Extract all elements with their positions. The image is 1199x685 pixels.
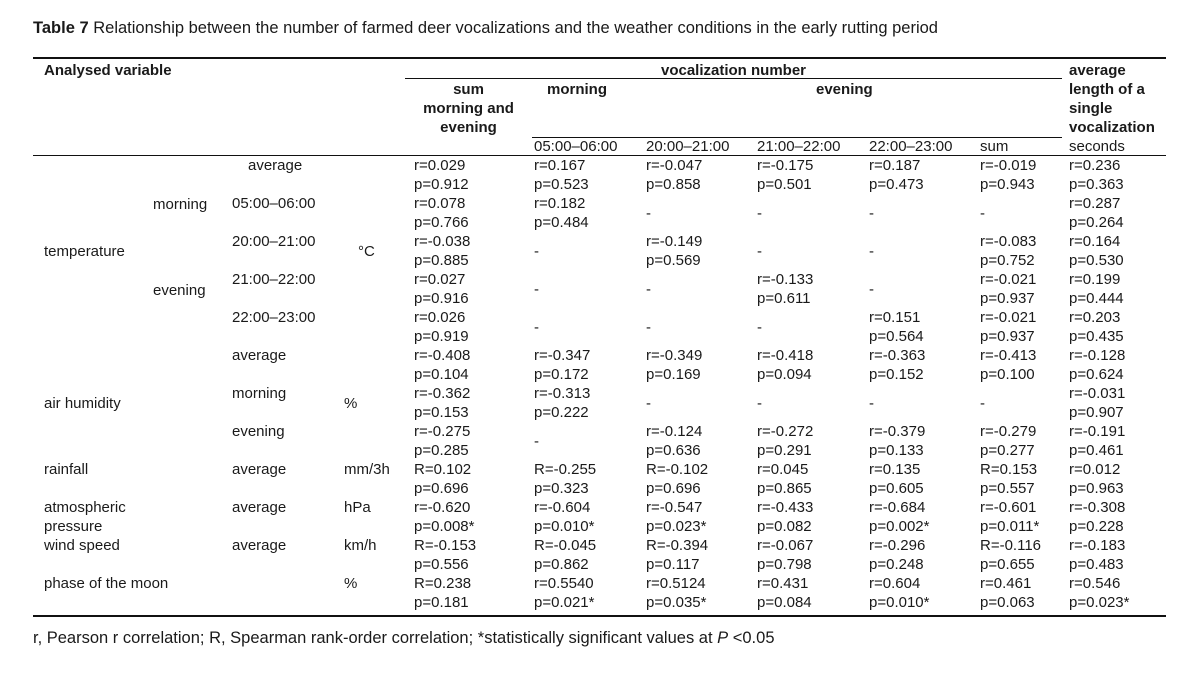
- table-cell: [534, 280, 539, 299]
- cell-p-value: p=0.010*: [534, 518, 595, 535]
- cell-p-value: p=0.291: [757, 442, 812, 459]
- cell-coefficient: r=-0.191: [1069, 423, 1126, 440]
- cell-p-value: p=0.152: [869, 366, 924, 383]
- cell-p-value: p=0.117: [646, 556, 700, 573]
- cell-coefficient: r=-0.418: [757, 347, 814, 364]
- table-cell: [980, 394, 985, 413]
- cell-p-value: p=0.885: [414, 252, 469, 269]
- cell-p-value: p=0.907: [1069, 404, 1124, 421]
- cell-coefficient: R=-0.116: [980, 537, 1042, 554]
- table-cell: [414, 346, 470, 384]
- table-cell: [980, 498, 1039, 536]
- cell-coefficient: r=0.012: [1069, 461, 1121, 478]
- table-cell: [534, 156, 589, 194]
- footnote-threshold: <0.05: [728, 629, 775, 647]
- table-cell: [869, 308, 924, 346]
- label-pressure: pressure: [44, 518, 103, 535]
- cell-coefficient: R=0.153: [980, 461, 1038, 478]
- table-cell: [414, 156, 469, 194]
- cell-coefficient: r=0.546: [1069, 575, 1121, 592]
- table-cell: [869, 536, 925, 574]
- cell-p-value: p=0.153: [414, 404, 469, 421]
- row-sublabel: average: [232, 347, 287, 364]
- cell-p-value: p=0.248: [869, 556, 924, 573]
- table-cell: [534, 574, 594, 612]
- cell-coefficient: -: [534, 243, 539, 260]
- cell-coefficient: r=-0.128: [1069, 347, 1126, 364]
- table-cell: [757, 318, 762, 337]
- cell-coefficient: r=-0.175: [757, 157, 814, 174]
- table-cell: [757, 394, 762, 413]
- table-cell: [646, 232, 702, 270]
- subcol-2122: 21:00–22:00: [757, 138, 841, 155]
- cell-coefficient: r=0.151: [869, 309, 921, 326]
- cell-coefficient: r=0.045: [757, 461, 809, 478]
- cell-coefficient: r=0.5540: [534, 575, 594, 592]
- cell-coefficient: r=-0.038: [414, 233, 471, 250]
- cell-p-value: p=0.363: [1069, 176, 1124, 193]
- cell-p-value: p=0.912: [414, 176, 469, 193]
- cell-coefficient: r=0.027: [414, 271, 466, 288]
- table-cell: [534, 432, 539, 451]
- cell-coefficient: r=-0.083: [980, 233, 1037, 250]
- table-footnote: [33, 629, 775, 648]
- cell-coefficient: -: [869, 243, 874, 260]
- cell-p-value: p=0.696: [646, 480, 701, 497]
- table-cell: [414, 384, 470, 422]
- table-cell: [646, 204, 651, 223]
- table-cell: [757, 270, 813, 308]
- table-cell: [414, 270, 469, 308]
- cell-coefficient: -: [757, 395, 762, 412]
- table-cell: [757, 460, 812, 498]
- table-cell: [980, 232, 1036, 270]
- cell-coefficient: r=-0.275: [414, 423, 471, 440]
- label-rainfall-unit: mm/3h: [344, 461, 390, 478]
- cell-p-value: p=0.181: [414, 594, 469, 611]
- table-cell: [646, 498, 706, 536]
- table-cell: [414, 232, 470, 270]
- cell-p-value: p=0.556: [414, 556, 469, 573]
- table-cell: [757, 574, 812, 612]
- cell-p-value: p=0.916: [414, 290, 469, 307]
- cell-coefficient: r=-0.067: [757, 537, 814, 554]
- cell-p-value: p=0.530: [1069, 252, 1124, 269]
- row-sublabel: 20:00–21:00: [232, 233, 316, 250]
- cell-coefficient: r=-0.408: [414, 347, 471, 364]
- row-sublabel: average: [232, 461, 287, 478]
- cell-p-value: p=0.557: [980, 480, 1035, 497]
- label-rainfall: rainfall: [44, 461, 89, 478]
- cell-coefficient: r=0.187: [869, 157, 921, 174]
- table-cell: [646, 422, 702, 460]
- label-temp-evening: evening: [153, 282, 206, 299]
- table-cell: [869, 460, 924, 498]
- cell-coefficient: r=0.182: [534, 195, 586, 212]
- cell-coefficient: -: [869, 205, 874, 222]
- cell-coefficient: -: [757, 243, 762, 260]
- cell-coefficient: r=-0.021: [980, 309, 1037, 326]
- cell-coefficient: -: [646, 319, 651, 336]
- cell-coefficient: r=-0.019: [980, 157, 1037, 174]
- table-cell: [534, 242, 539, 261]
- table-cell: [1069, 536, 1125, 574]
- cell-coefficient: -: [757, 319, 762, 336]
- cell-p-value: p=0.063: [980, 594, 1035, 611]
- cell-p-value: p=0.484: [534, 214, 589, 231]
- cell-coefficient: r=0.236: [1069, 157, 1121, 174]
- table-cell: [534, 498, 594, 536]
- cell-p-value: p=0.963: [1069, 480, 1124, 497]
- cell-p-value: p=0.008*: [414, 518, 475, 535]
- cell-p-value: p=0.285: [414, 442, 469, 459]
- cell-p-value: p=0.624: [1069, 366, 1124, 383]
- cell-p-value: p=0.222: [534, 404, 589, 421]
- cell-p-value: p=0.937: [980, 290, 1035, 307]
- cell-coefficient: r=-0.620: [414, 499, 471, 516]
- table-cell: [534, 318, 539, 337]
- table-cell: [414, 498, 474, 536]
- table-cell: [757, 536, 813, 574]
- cell-coefficient: r=0.164: [1069, 233, 1121, 250]
- label-atmospheric: atmospheric: [44, 499, 126, 516]
- cell-p-value: p=0.323: [534, 480, 589, 497]
- table-cell: [757, 346, 813, 384]
- label-deg-c: °C: [358, 243, 375, 260]
- cell-coefficient: r=0.135: [869, 461, 921, 478]
- table-cell: [646, 536, 708, 574]
- cell-coefficient: r=0.287: [1069, 195, 1121, 212]
- row-sublabel: evening: [232, 423, 285, 440]
- cell-coefficient: r=0.604: [869, 575, 921, 592]
- cell-coefficient: r=0.5124: [646, 575, 706, 592]
- label-pressure-unit: hPa: [344, 499, 371, 516]
- cell-p-value: p=0.084: [757, 594, 812, 611]
- cell-p-value: p=0.023*: [1069, 594, 1130, 611]
- table-cell: [646, 394, 651, 413]
- cell-p-value: p=0.858: [646, 176, 701, 193]
- table-cell: [646, 280, 651, 299]
- header-sum-morning-evening: sum morning and evening: [423, 81, 514, 136]
- cell-p-value: p=0.461: [1069, 442, 1124, 459]
- header-morning: morning: [547, 81, 607, 98]
- table-cell: [646, 346, 702, 384]
- cell-coefficient: r=0.029: [414, 157, 466, 174]
- footnote-text: r, Pearson r correlation; R, Spearman rank-order correlation; *statistically significant values at: [33, 629, 718, 647]
- table-cell: [869, 280, 874, 299]
- table-cell: [414, 194, 469, 232]
- table-cell: [980, 574, 1035, 612]
- table-cell: [757, 242, 762, 261]
- subcol-0506: 05:00–06:00: [534, 138, 618, 155]
- cell-p-value: p=0.696: [414, 480, 469, 497]
- cell-coefficient: R=-0.045: [534, 537, 597, 554]
- cell-coefficient: r=-0.124: [646, 423, 703, 440]
- cell-coefficient: -: [534, 281, 539, 298]
- table-cell: [869, 242, 874, 261]
- table-cell: [757, 204, 762, 223]
- cell-coefficient: R=0.102: [414, 461, 472, 478]
- cell-coefficient: r=-0.604: [534, 499, 591, 516]
- cell-coefficient: r=-0.296: [869, 537, 926, 554]
- table-cell: [414, 536, 476, 574]
- table-cell: [1069, 308, 1124, 346]
- table-cell: [534, 460, 596, 498]
- cell-p-value: p=0.082: [757, 518, 812, 535]
- cell-coefficient: r=-0.362: [414, 385, 471, 402]
- cell-p-value: p=0.104: [414, 366, 469, 383]
- cell-p-value: p=0.473: [869, 176, 924, 193]
- table-cell: [757, 156, 813, 194]
- table-cell: [869, 498, 929, 536]
- cell-p-value: p=0.605: [869, 480, 924, 497]
- table-cell: [1069, 498, 1125, 536]
- table-cell: [757, 422, 813, 460]
- cell-coefficient: r=0.203: [1069, 309, 1121, 326]
- row-sublabel: average: [232, 537, 287, 554]
- top-rule: [33, 57, 1166, 59]
- cell-p-value: p=0.023*: [646, 518, 707, 535]
- table-cell: [980, 270, 1036, 308]
- table-cell: [646, 574, 706, 612]
- cell-coefficient: r=-0.183: [1069, 537, 1126, 554]
- cell-coefficient: -: [646, 395, 651, 412]
- cell-p-value: p=0.564: [869, 328, 924, 345]
- cell-p-value: p=0.021*: [534, 594, 595, 611]
- cell-coefficient: r=-0.601: [980, 499, 1037, 516]
- table-caption: [33, 19, 938, 38]
- cell-p-value: p=0.444: [1069, 290, 1124, 307]
- subcol-2223: 22:00–23:00: [869, 138, 953, 155]
- label-wind-unit: km/h: [344, 537, 377, 554]
- cell-coefficient: r=0.026: [414, 309, 466, 326]
- cell-p-value: p=0.169: [646, 366, 701, 383]
- cell-coefficient: r=-0.308: [1069, 499, 1126, 516]
- table-cell: [534, 384, 590, 422]
- label-phase-moon: phase of the moon: [44, 575, 169, 592]
- cell-coefficient: r=-0.684: [869, 499, 926, 516]
- table-cell: [869, 394, 874, 413]
- table-cell: [869, 346, 925, 384]
- table-cell: [869, 574, 929, 612]
- cell-coefficient: -: [757, 205, 762, 222]
- row-sublabel: average: [248, 157, 303, 174]
- cell-coefficient: R=-0.255: [534, 461, 597, 478]
- cell-p-value: p=0.611: [757, 290, 811, 307]
- cell-coefficient: -: [534, 319, 539, 336]
- cell-coefficient: r=-0.433: [757, 499, 814, 516]
- table-cell: [1069, 384, 1125, 422]
- cell-coefficient: R=-0.394: [646, 537, 709, 554]
- row-sublabel: 22:00–23:00: [232, 309, 316, 326]
- table-cell: [980, 308, 1036, 346]
- table-cell: [414, 460, 471, 498]
- row-sublabel: 21:00–22:00: [232, 271, 316, 288]
- cell-coefficient: r=-0.047: [646, 157, 703, 174]
- table-cell: [980, 204, 985, 223]
- cell-coefficient: r=-0.021: [980, 271, 1037, 288]
- cell-coefficient: r=-0.031: [1069, 385, 1126, 402]
- cell-coefficient: -: [980, 395, 985, 412]
- table-cell: [646, 318, 651, 337]
- cell-p-value: p=0.010*: [869, 594, 930, 611]
- cell-coefficient: r=0.199: [1069, 271, 1121, 288]
- table-cell: [869, 156, 924, 194]
- cell-coefficient: -: [534, 433, 539, 450]
- table-cell: [534, 346, 590, 384]
- cell-p-value: p=0.172: [534, 366, 589, 383]
- cell-coefficient: r=-0.313: [534, 385, 591, 402]
- subcol-seconds: seconds: [1069, 138, 1125, 155]
- cell-p-value: p=0.523: [534, 176, 589, 193]
- table-cell: [980, 536, 1041, 574]
- cell-p-value: p=0.636: [646, 442, 701, 459]
- table-cell: [534, 194, 589, 232]
- table-cell: [757, 498, 813, 536]
- cell-coefficient: r=-0.413: [980, 347, 1037, 364]
- table-cell: [1069, 346, 1125, 384]
- cell-p-value: p=0.766: [414, 214, 469, 231]
- cell-coefficient: r=-0.347: [534, 347, 591, 364]
- table-cell: [980, 156, 1036, 194]
- table-cell: [980, 460, 1037, 498]
- cell-p-value: p=0.655: [980, 556, 1035, 573]
- cell-coefficient: r=-0.363: [869, 347, 926, 364]
- cell-p-value: p=0.943: [980, 176, 1035, 193]
- cell-p-value: p=0.937: [980, 328, 1035, 345]
- cell-coefficient: r=0.167: [534, 157, 586, 174]
- table-cell: [646, 156, 702, 194]
- caption-text: Relationship between the number of farmed deer vocalizations and the weather conditions in the early rutting period: [88, 19, 938, 37]
- table-cell: [869, 422, 925, 460]
- table-cell: [980, 422, 1036, 460]
- table-cell: [1069, 460, 1124, 498]
- cell-p-value: p=0.569: [646, 252, 701, 269]
- cell-p-value: p=0.919: [414, 328, 469, 345]
- header-analysed-variable: Analysed variable: [44, 62, 172, 79]
- header-evening: evening: [816, 81, 873, 98]
- header-avg-length: average length of a single vocalization: [1069, 62, 1155, 136]
- cell-p-value: p=0.133: [869, 442, 924, 459]
- table-cell: [414, 308, 469, 346]
- label-moon-unit: %: [344, 575, 358, 592]
- cell-p-value: p=0.862: [534, 556, 589, 573]
- table-cell: [869, 204, 874, 223]
- cell-p-value: p=0.002*: [869, 518, 930, 535]
- cell-coefficient: r=-0.133: [757, 271, 814, 288]
- cell-coefficient: r=-0.149: [646, 233, 703, 250]
- cell-coefficient: R=-0.153: [414, 537, 477, 554]
- cell-p-value: p=0.264: [1069, 214, 1124, 231]
- cell-p-value: p=0.501: [757, 176, 812, 193]
- cell-p-value: p=0.100: [980, 366, 1035, 383]
- cell-coefficient: r=0.078: [414, 195, 466, 212]
- cell-coefficient: r=-0.349: [646, 347, 703, 364]
- header-vocalization-number: vocalization number: [660, 62, 807, 79]
- cell-coefficient: -: [646, 205, 651, 222]
- cell-coefficient: r=-0.279: [980, 423, 1037, 440]
- cell-coefficient: r=0.431: [757, 575, 809, 592]
- label-air-humidity: air humidity: [44, 395, 121, 412]
- cell-coefficient: r=-0.547: [646, 499, 703, 516]
- cell-p-value: p=0.228: [1069, 518, 1124, 535]
- label-temp-morning: morning: [153, 196, 208, 213]
- cell-coefficient: -: [869, 281, 874, 298]
- cell-coefficient: r=-0.379: [869, 423, 926, 440]
- cell-coefficient: R=-0.102: [646, 461, 709, 478]
- label-humidity-unit: %: [344, 395, 358, 412]
- cell-p-value: p=0.752: [980, 252, 1035, 269]
- table-cell: [646, 460, 708, 498]
- cell-p-value: p=0.094: [757, 366, 812, 383]
- table-cell: [1069, 422, 1125, 460]
- bottom-rule: [33, 615, 1166, 617]
- table-cell: [414, 574, 471, 612]
- table-cell: [1069, 194, 1124, 232]
- table-cell: [1069, 232, 1124, 270]
- row-sublabel: average: [232, 499, 287, 516]
- cell-coefficient: -: [646, 281, 651, 298]
- cell-coefficient: r=-0.272: [757, 423, 814, 440]
- table-cell: [1069, 270, 1124, 308]
- table-cell: [534, 536, 596, 574]
- table-cell: [414, 422, 470, 460]
- table-cell: [980, 346, 1036, 384]
- cell-p-value: p=0.483: [1069, 556, 1124, 573]
- cell-p-value: p=0.435: [1069, 328, 1124, 345]
- cell-coefficient: -: [980, 205, 985, 222]
- subcol-sum: sum: [980, 138, 1009, 155]
- cell-p-value: p=0.035*: [646, 594, 707, 611]
- cell-coefficient: R=0.238: [414, 575, 472, 592]
- cell-p-value: p=0.865: [757, 480, 812, 497]
- table-label: Table 7: [33, 19, 89, 37]
- cell-p-value: p=0.798: [757, 556, 812, 573]
- cell-p-value: p=0.011*: [980, 518, 1040, 535]
- subcol-2021: 20:00–21:00: [646, 138, 730, 155]
- row-sublabel: 05:00–06:00: [232, 195, 316, 212]
- label-wind-speed: wind speed: [44, 537, 120, 554]
- cell-p-value: p=0.277: [980, 442, 1035, 459]
- cell-coefficient: r=0.461: [980, 575, 1032, 592]
- table-cell: [1069, 574, 1129, 612]
- row-sublabel: morning: [232, 385, 287, 402]
- label-temperature: temperature: [44, 243, 125, 260]
- cell-coefficient: -: [869, 395, 874, 412]
- footnote-p: P: [717, 629, 729, 647]
- table-cell: [1069, 156, 1124, 194]
